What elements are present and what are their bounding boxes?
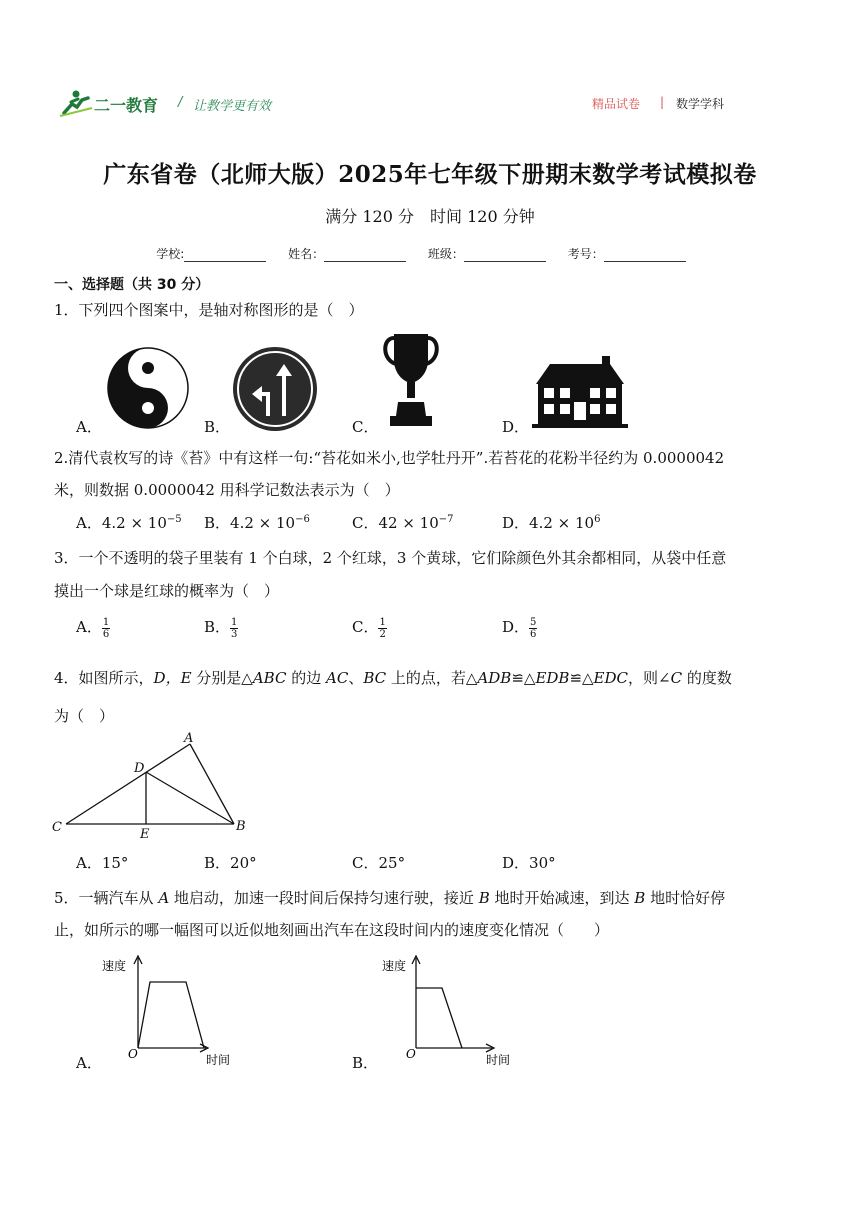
speed-time-graph-b	[380, 952, 530, 1072]
q5-option-a-label: A．	[76, 1054, 102, 1072]
q4-line1: 4．如图所示，D，E 分别是△ABC 的边 AC、BC 上的点，若△ADB≌△EDB≌△EDC，则∠C 的度数	[54, 669, 732, 687]
tag-separator: |	[660, 95, 665, 109]
trophy-icon	[380, 330, 442, 430]
point-b-label: B	[236, 819, 246, 834]
segment-db	[146, 772, 234, 824]
q5-option-b-label: B．	[352, 1054, 379, 1072]
graph-b-origin: O	[406, 1047, 416, 1061]
segment-ab	[190, 744, 234, 824]
graph-a-ylabel: 速度	[102, 959, 127, 973]
graph-a-origin: O	[128, 1047, 138, 1061]
q4-option-a[interactable]: A．15°	[76, 854, 129, 872]
q2-option-c[interactable]: C．$42 \times 10^{-7}$	[352, 514, 454, 532]
point-a-label: A	[184, 731, 194, 746]
point-d-label: D	[134, 761, 145, 776]
field-examno-blank[interactable]	[604, 249, 686, 262]
q2-option-a[interactable]: A．$4.2 \times 10^{-5}$	[76, 514, 182, 532]
q4-line2: 为（ ）	[54, 707, 115, 725]
q2-option-d[interactable]: D．$4.2 \times 10^6$	[502, 514, 601, 532]
point-e-label: E	[140, 827, 150, 842]
q3-option-d[interactable]: D． $\frac{5}{6}$	[502, 616, 537, 640]
q1-option-b-label: B．	[204, 418, 231, 436]
q5-line2: 止，如所示的哪一幅图可以近似地刻画出汽车在这段时间内的速度变化情况（ ）	[54, 921, 610, 939]
field-class-label: 班级：	[427, 247, 464, 261]
q3-option-a[interactable]: A． $\frac{1}{6}$	[76, 616, 110, 640]
field-name-label: 姓名：	[288, 247, 325, 261]
section-title: 一、选择题（共 30 分）	[54, 277, 210, 293]
q2-line1: 2.清代袁枚写的诗《苔》中有这样一句:“苔花如米小,也学牡丹开”.若苔花的花粉半径约为 0.0000042	[54, 449, 725, 467]
q4-option-b[interactable]: B．20°	[204, 854, 257, 872]
yin-yang-icon	[106, 346, 190, 430]
q2-option-b[interactable]: B．$4.2 \times 10^{-6}$	[204, 514, 310, 532]
header-separator: /	[178, 95, 183, 110]
tag-subject: 数学学科	[676, 97, 725, 111]
graph-b-curve	[416, 988, 462, 1048]
brand-slogan: 让教学更有效	[193, 99, 272, 114]
runner-icon	[60, 91, 92, 117]
q1-text: 1．下列四个图案中，是轴对称图形的是（ ）	[54, 301, 364, 319]
q1-option-a-label: A．	[76, 418, 102, 436]
q3-option-b[interactable]: B． $\frac{1}{3}$	[204, 616, 238, 640]
field-class-blank[interactable]	[464, 249, 546, 262]
q4-option-c[interactable]: C．25°	[352, 854, 406, 872]
graph-a-curve	[138, 982, 204, 1048]
q3-line1: 3．一个不透明的袋子里装有 1 个白球，2 个红球，3 个黄球，它们除颜色外其余都相同，从袋中任意	[54, 549, 727, 567]
q4-option-d[interactable]: D．30°	[502, 854, 556, 872]
q1-option-d-label: D．	[502, 418, 530, 436]
field-examno-label: 考号：	[567, 247, 604, 261]
q3-option-c[interactable]: C． $\frac{1}{2}$	[352, 616, 386, 640]
traffic-sign-icon	[232, 346, 318, 432]
q5-line1: 5．一辆汽车从 A 地启动，加速一段时间后保持匀速行驶，接近 B 地时开始减速，到达 B 地时恰好停	[54, 889, 726, 907]
segment-ca	[66, 744, 190, 824]
field-school-label: 学校:	[156, 247, 185, 261]
exam-title: 广东省卷（北师大版）2025年七年级下册期末数学考试模拟卷	[103, 161, 757, 188]
graph-a-xlabel: 时间	[206, 1053, 231, 1067]
speed-time-graph-a	[100, 952, 250, 1072]
triangle-diagram	[50, 730, 260, 842]
graph-b-xlabel: 时间	[486, 1053, 511, 1067]
q2-line2: 米，则数据 0.0000042 用科学记数法表示为（ ）	[54, 481, 400, 499]
q3-line2: 摸出一个球是红球的概率为（ ）	[54, 582, 280, 600]
brand-name: 二一教育	[94, 96, 159, 115]
graph-b-ylabel: 速度	[382, 959, 407, 973]
house-icon	[532, 354, 628, 430]
tag-premium: 精品试卷	[592, 97, 641, 111]
exam-subtitle: 满分 120 分 时间 120 分钟	[325, 207, 535, 226]
point-c-label: C	[52, 820, 62, 835]
field-name-blank[interactable]	[324, 249, 406, 262]
student-info-row	[0, 245, 860, 262]
field-school-blank[interactable]	[184, 249, 266, 262]
q1-option-c-label: C．	[352, 418, 379, 436]
